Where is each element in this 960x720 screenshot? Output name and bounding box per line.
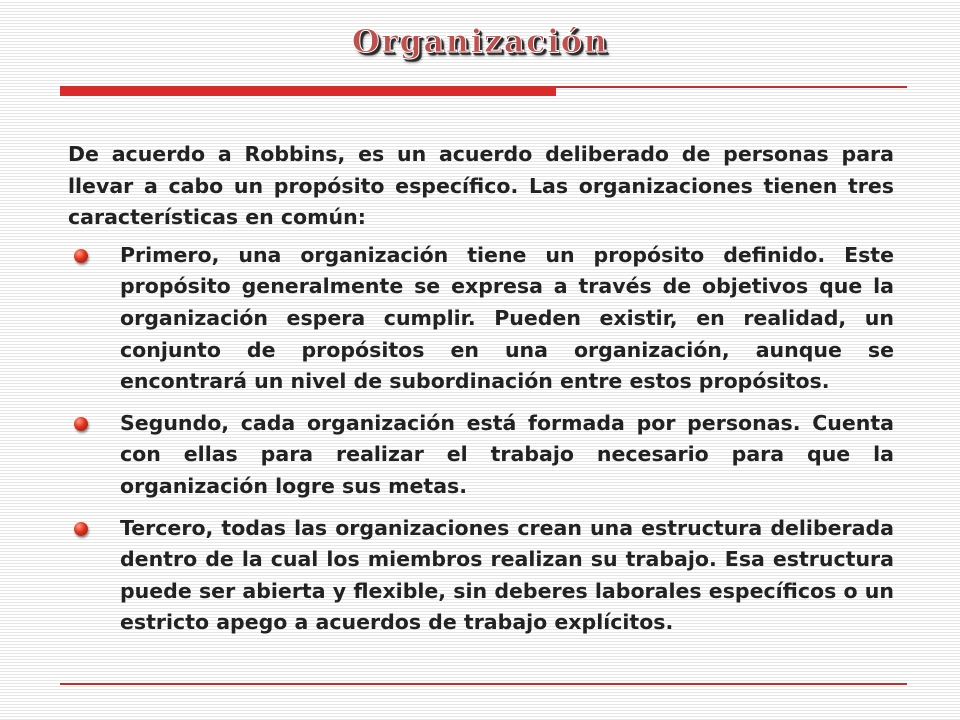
bullet-item-people xyxy=(68,408,894,503)
bullet-list xyxy=(68,240,894,639)
bullet-text: Segundo, cada organización está formada por personas. Cuenta con ellas para realizar el trabajo necesario para que la organización logre sus metas. xyxy=(120,410,894,498)
footer-rule xyxy=(60,683,907,685)
slide-body xyxy=(68,139,894,649)
bullet-text: Tercero, todas las organizaciones crean una estructura deliberada dentro de la cual los miembros realizan su trabajo. Esa estructura puede ser abierta y flexible, sin deberes laborales específicos o un estricto apego a acuerdos de trabajo explícitos. xyxy=(120,515,894,635)
header-accent-bar xyxy=(60,86,556,96)
red-sphere-bullet-icon xyxy=(74,249,88,263)
bullet-text: Primero, una organización tiene un propósito definido. Este propósito generalmente se expresa a través de objetivos que la organización espera cumplir. Pueden existir, en realidad, un conjunto de propósitos en una organización, aunque se encontrará un nivel de subordinación entre estos propósitos. xyxy=(120,242,894,394)
slide-title: Organización xyxy=(351,22,609,60)
bullet-item-purpose xyxy=(68,240,894,398)
red-sphere-bullet-icon xyxy=(74,417,88,431)
red-sphere-bullet-icon xyxy=(74,522,88,536)
bullet-item-structure xyxy=(68,513,894,639)
intro-paragraph: De acuerdo a Robbins, es un acuerdo deliberado de personas para llevar a cabo un propósito específico. Las organizaciones tienen tres características en común: xyxy=(68,142,894,230)
